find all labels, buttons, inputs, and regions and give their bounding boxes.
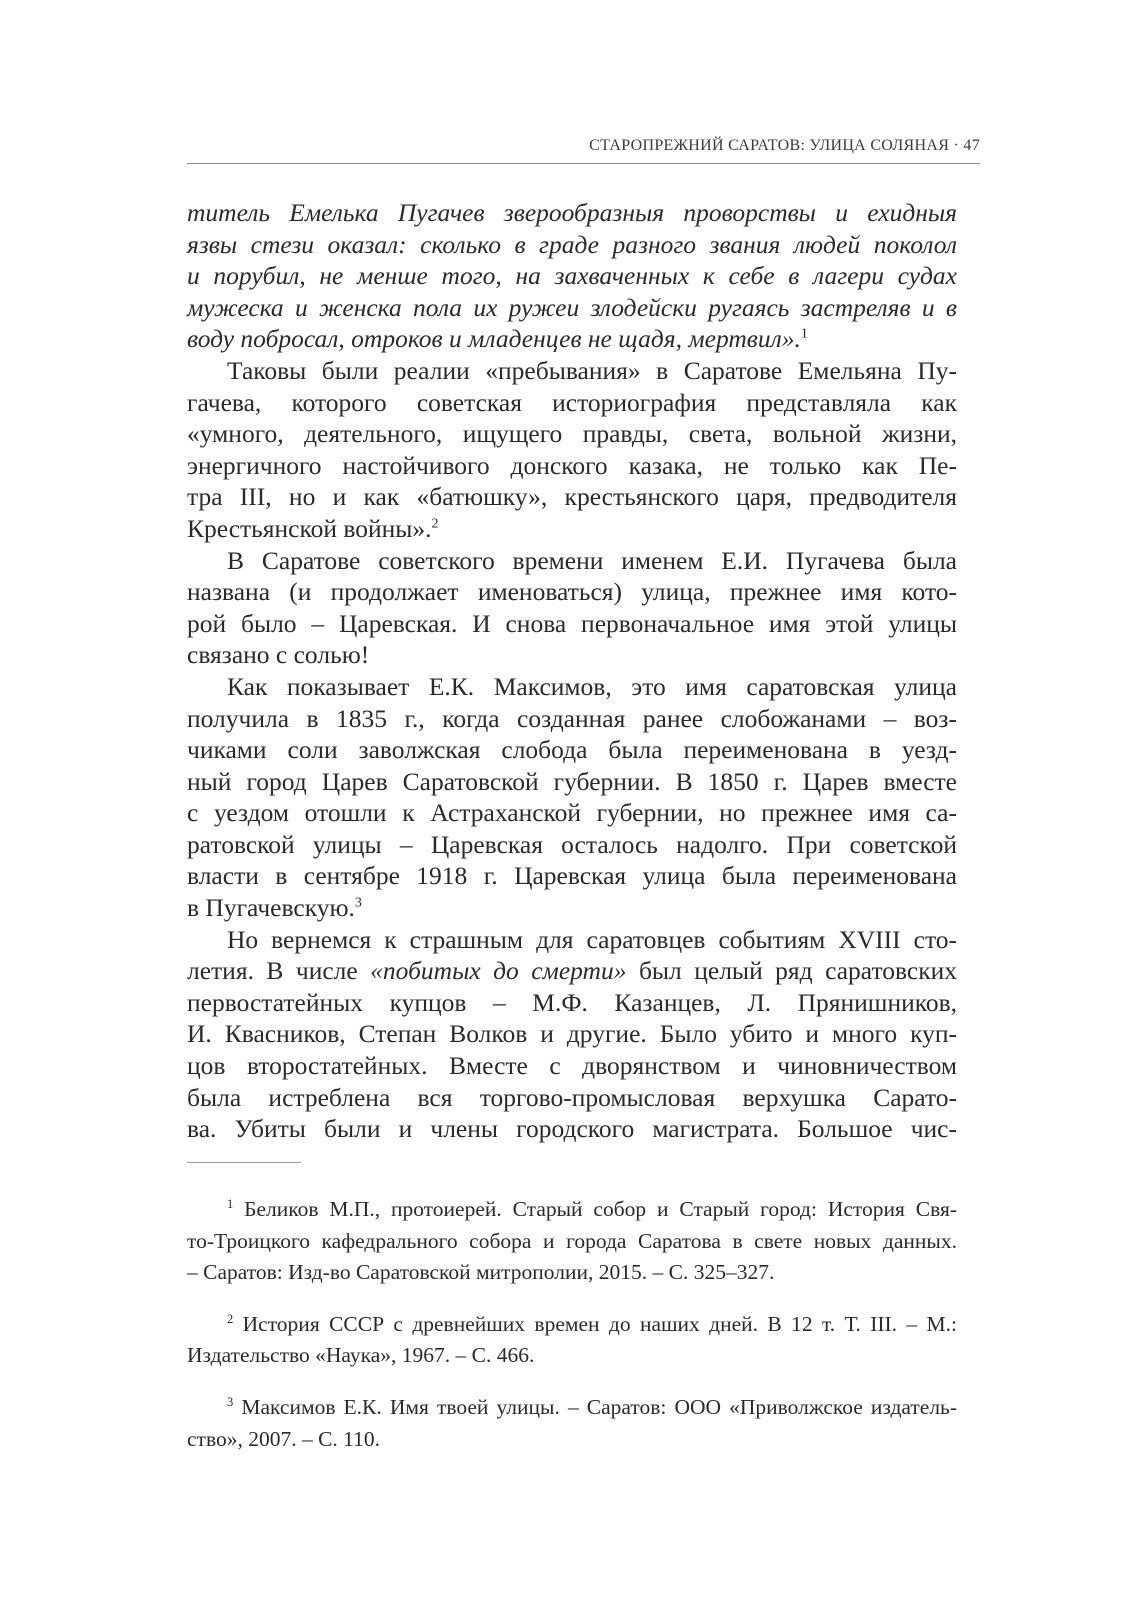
text-line: была истреблена вся торгово-промысловая верхушка Сарато- xyxy=(187,1082,957,1112)
paragraph xyxy=(187,924,957,1145)
text-segment: воду побросал, отроков и младенцев не щадя, мертвил». xyxy=(187,324,801,354)
paragraph xyxy=(187,671,957,924)
text-line: ратовской улицы – Царевская осталось надолго. При советской xyxy=(187,829,957,859)
text-line: первостатейных купцов – М.Ф. Казанцев, Л. Прянишников, xyxy=(187,987,957,1017)
text-line: власти в сентябре 1918 г. Царевская улица была переименована xyxy=(187,861,957,891)
text-line: Как показывает Е.К. Максимов, это имя саратовская улица xyxy=(227,671,957,701)
footnote-number: 3 xyxy=(227,1394,234,1409)
italic-quote: «побитых до смерти» xyxy=(370,956,627,986)
text-line: рой было – Царевская. И снова первоначальное имя этой улицы xyxy=(187,608,957,638)
main-text xyxy=(187,197,957,1145)
text-line: язвы стези оказал: сколько в граде разного звания людей поколол xyxy=(187,229,957,259)
text-segment: Беликов М.П., протоиерей. Старый собор и Старый город: История Свя- xyxy=(244,1197,958,1221)
text-line: «умного, деятельного, ищущего правды, света, вольной жизни, xyxy=(187,419,957,449)
footnote-ref[interactable]: 2 xyxy=(431,516,439,532)
text-segment: Максимов Е.К. Имя твоей улицы. – Саратов: ООО «Приволжское издатель- xyxy=(241,1394,958,1419)
footnote-ref[interactable]: 1 xyxy=(800,326,808,342)
text-segment: был целый ряд саратовских xyxy=(626,956,957,986)
footnote-line xyxy=(187,1309,957,1341)
text-line: И. Квасников, Степан Волков и другие. Было убито и много куп- xyxy=(187,1019,957,1049)
text-line: получила в 1835 г., когда созданная ранее слобожанами – воз- xyxy=(187,703,957,733)
text-line xyxy=(187,323,957,355)
text-line: В Саратове советского времени именем Е.И. Пугачева была xyxy=(227,545,957,575)
footnote-1 xyxy=(187,1194,957,1289)
header-rule xyxy=(187,163,980,164)
footnote-line: – Саратов: Изд-во Саратовской митрополии, 2015. – С. 325–327. xyxy=(187,1260,775,1285)
footnote-line: ство», 2007. – С. 110. xyxy=(187,1426,380,1451)
footnote-number: 2 xyxy=(227,1311,234,1326)
text-line: тра III, но и как «батюшку», крестьянского царя, предводителя xyxy=(187,482,957,512)
running-header: СТАРОПРЕЖНИЙ САРАТОВ: УЛИЦА СОЛЯНАЯ · 47 xyxy=(589,137,980,154)
footnote-2 xyxy=(187,1309,957,1372)
text-line: с уездом отошли к Астраханской губернии, но прежнее имя са- xyxy=(187,798,957,828)
text-line: ный город Царев Саратовской губернии. В 1850 г. Царев вместе xyxy=(187,766,957,796)
paragraph xyxy=(187,545,957,671)
footnote-line: то-Троицкого кафедрального собора и города Саратова в свете новых данных. xyxy=(187,1228,957,1253)
text-line xyxy=(187,513,957,545)
footnote-line xyxy=(187,1392,957,1424)
text-segment: Крестьянской войны». xyxy=(187,513,432,543)
footnote-line xyxy=(187,1194,957,1226)
text-line: мужеска и женска пола их ружеи злодейски ругаясь застреляв и в xyxy=(187,292,957,322)
footnote-line: Издательство «Наука», 1967. – С. 466. xyxy=(187,1343,535,1368)
text-line: названа (и продолжает именоваться) улица, прежнее имя кото- xyxy=(187,577,957,607)
paragraph xyxy=(187,355,957,545)
text-line xyxy=(187,955,957,987)
text-line: тиmель Емелька Пугачев зверообразныя проворствы и ехидныя xyxy=(187,198,957,227)
text-segment: в Пугачевскую. xyxy=(187,893,355,923)
text-line: и порубил, не менше того, на захваченных к себе в лагери судах xyxy=(187,261,957,291)
text-line: энергичного настойчивого донского казака, не только как Пе- xyxy=(187,450,957,480)
text-line: чиками соли заволжская слобода была переименована в уезд- xyxy=(187,735,957,765)
text-line: гачева, которого советская историография представляла как xyxy=(187,387,957,417)
footnote-separator xyxy=(187,1162,301,1163)
text-line: связано с солью! xyxy=(187,640,370,670)
footnote-ref[interactable]: 3 xyxy=(354,895,362,911)
text-segment: История СССР с древнейших времен до наших дней. В 12 т. Т. III. – М.: xyxy=(242,1311,957,1336)
text-line: Но вернемся к страшным для саратовцев событиям XVIII сто- xyxy=(227,924,957,954)
quote-paragraph xyxy=(187,197,957,355)
text-line: Таковы были реалии «пребывания» в Саратове Емельяна Пу- xyxy=(227,355,957,385)
text-line: ва. Убиты были и члены городского магистрата. Большое чис- xyxy=(187,1114,957,1144)
footnote-3 xyxy=(187,1392,957,1455)
footnote-number: 1 xyxy=(227,1196,234,1211)
footnotes xyxy=(187,1194,957,1475)
text-line xyxy=(187,892,957,924)
text-segment: летия. В числе xyxy=(187,956,371,986)
text-line: цов второстатейных. Вместе с дворянством и чиновничеством xyxy=(187,1051,957,1081)
